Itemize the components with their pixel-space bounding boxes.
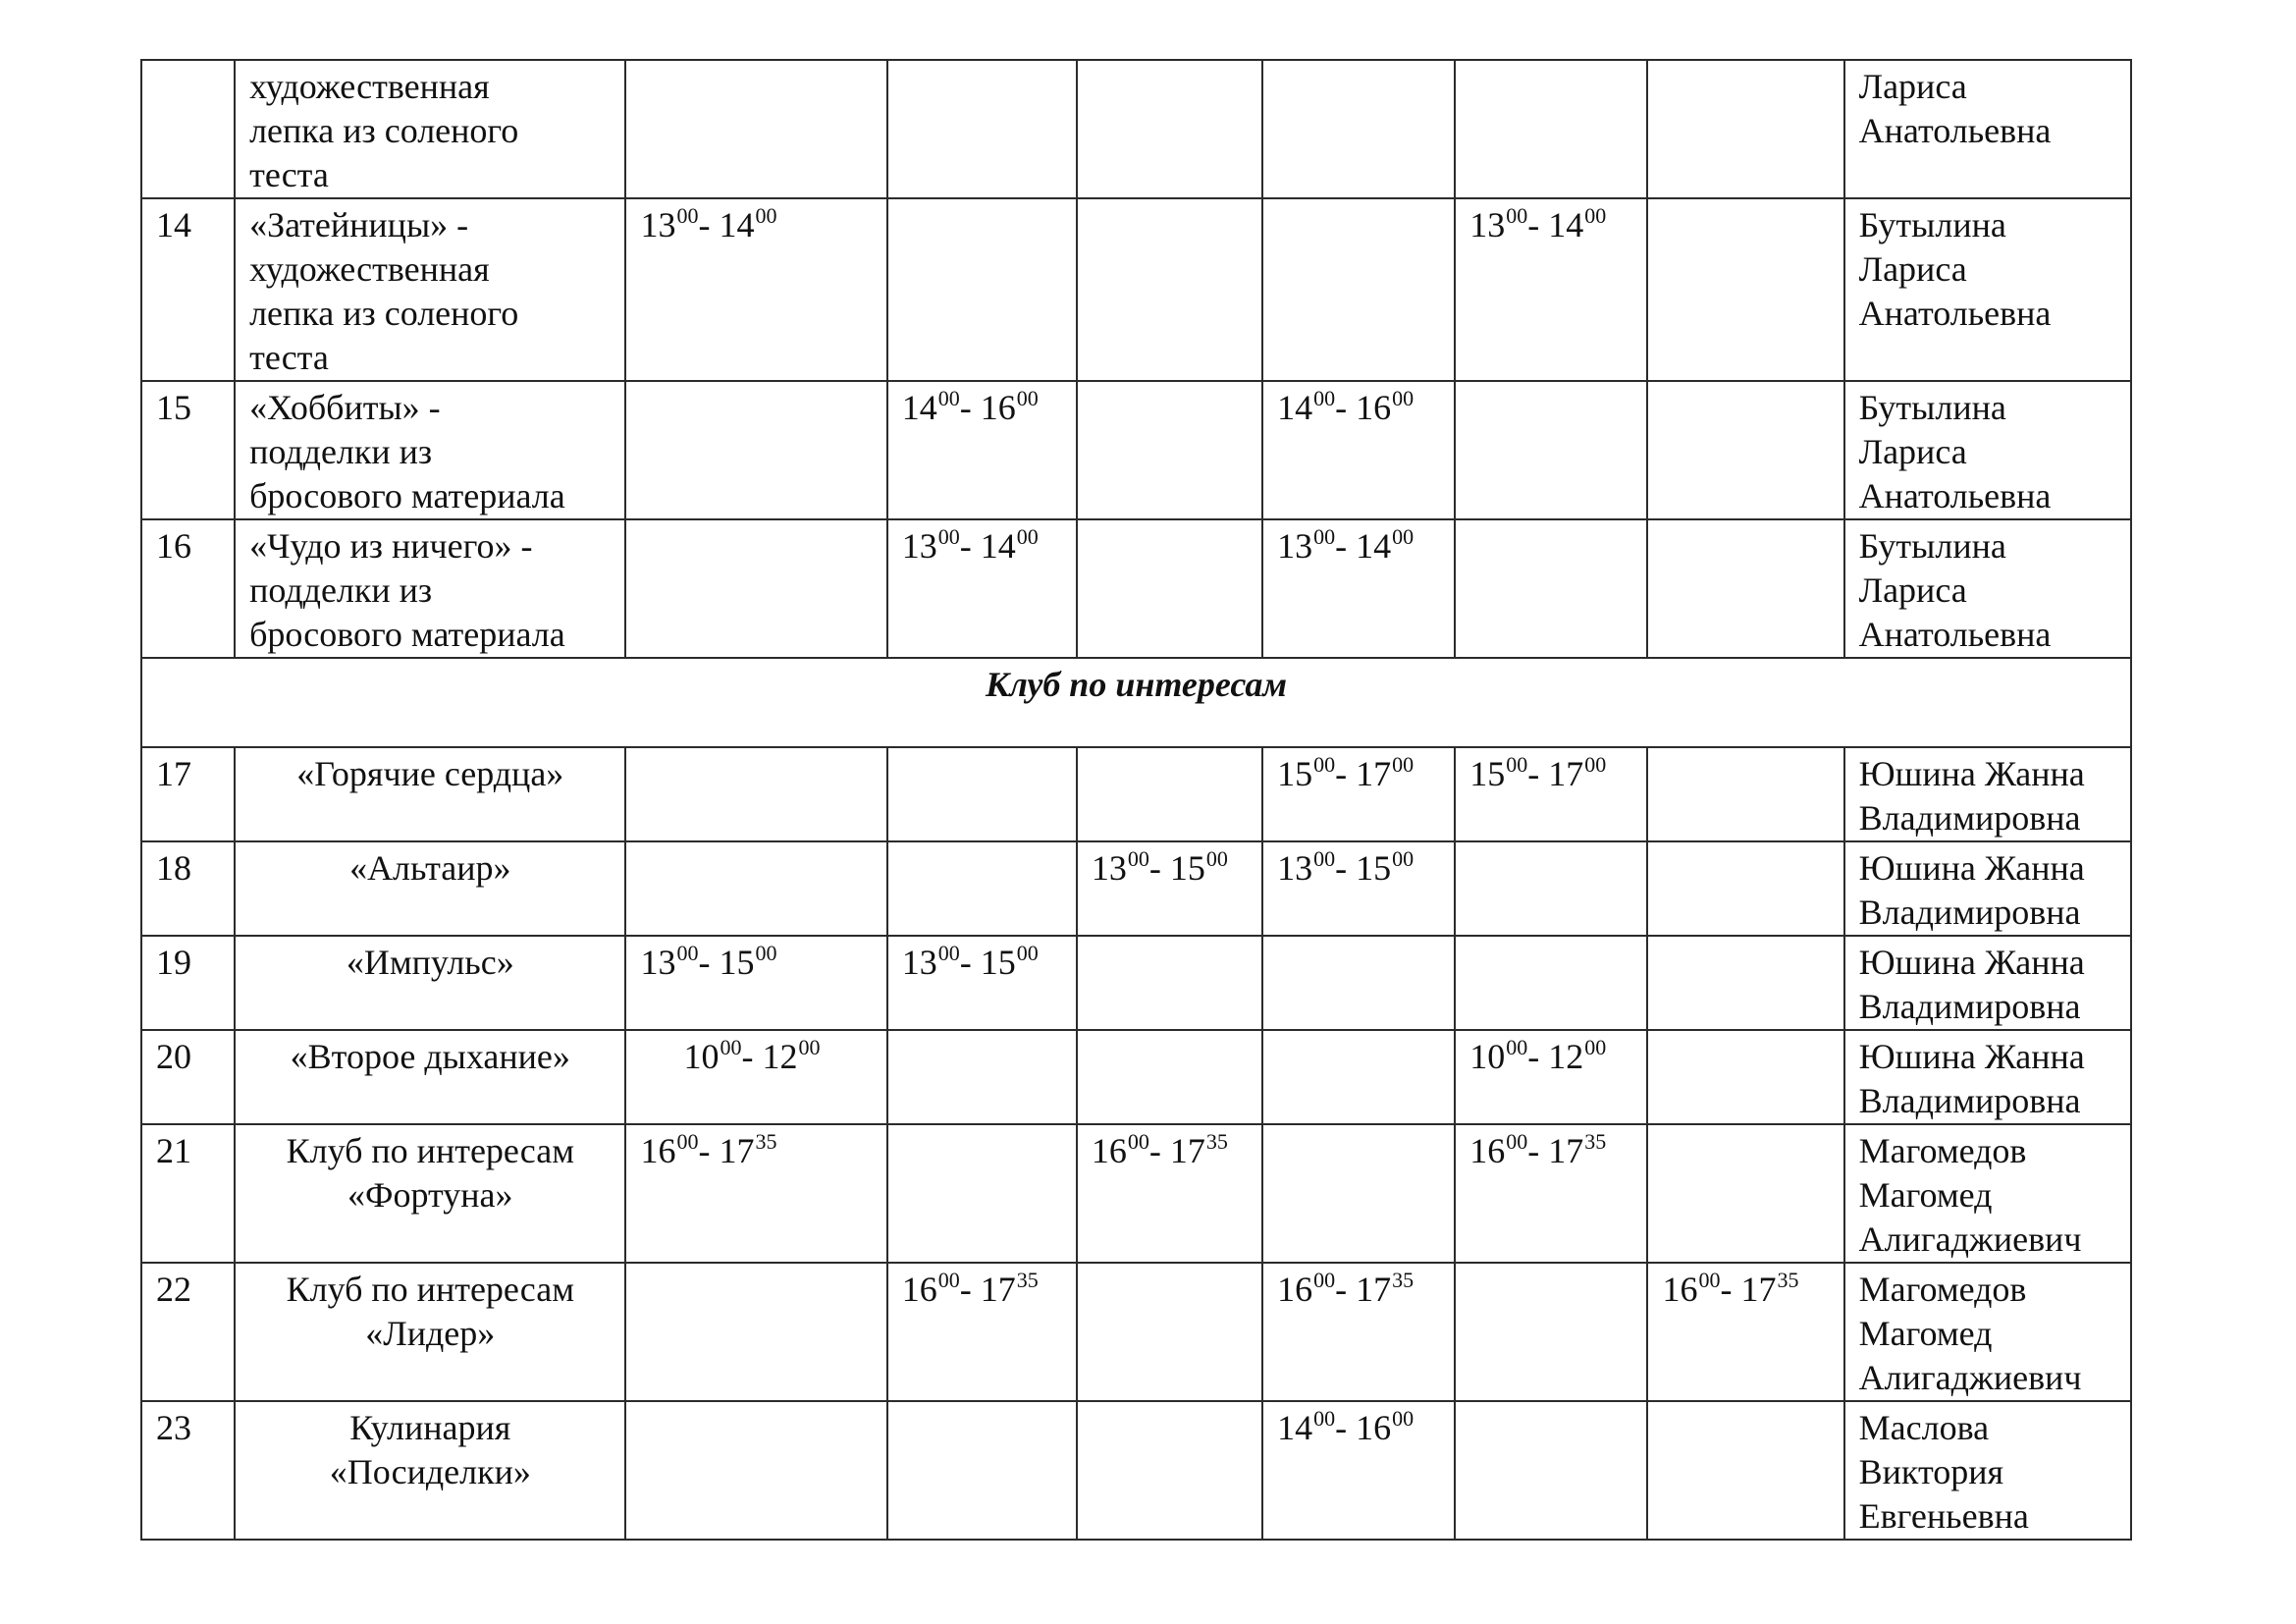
- activity-name: [235, 747, 625, 841]
- start-minutes: 00: [1127, 1129, 1149, 1154]
- end-minutes: 00: [1584, 752, 1607, 777]
- end-hour: 17: [980, 1270, 1016, 1309]
- time-slot-day-1: [625, 936, 886, 1030]
- end-hour: 14: [1548, 205, 1584, 244]
- time-range: [1277, 524, 1440, 572]
- activity-name-line: лепка из соленого: [249, 294, 519, 333]
- range-dash: -: [698, 205, 720, 244]
- time-slot-day-5: [1455, 841, 1647, 936]
- teacher-name-line: Анатольевна: [1858, 294, 2052, 333]
- start-minutes: 00: [1313, 752, 1336, 777]
- start-hour: 13: [1091, 848, 1127, 888]
- time-slot-day-2: [887, 1401, 1077, 1540]
- range-dash: -: [959, 1270, 981, 1309]
- activity-name-line: Клуб по интересам: [286, 1131, 574, 1170]
- end-minutes: 35: [1016, 1268, 1039, 1292]
- table-row: [141, 60, 2131, 198]
- time-slot-day-6: [1647, 747, 1843, 841]
- teacher-name-line: Лариса: [1858, 432, 1967, 471]
- teacher-name-line: Магомед: [1858, 1175, 1993, 1215]
- end-hour: 14: [980, 526, 1016, 566]
- range-dash: -: [1335, 754, 1357, 793]
- teacher-name-line: Магомед: [1858, 1314, 1993, 1353]
- activity-name-line: «Посиделки»: [329, 1452, 531, 1491]
- time-slot-day-2: [887, 60, 1077, 198]
- time-slot-day-2: [887, 198, 1077, 381]
- activity-name: [235, 1124, 625, 1263]
- row-number: 21: [141, 1124, 235, 1263]
- teacher-name-line: Магомедов: [1858, 1270, 2027, 1309]
- end-minutes: 35: [1584, 1129, 1607, 1154]
- start-hour: 16: [1469, 1131, 1506, 1170]
- time-slot-day-6: [1647, 198, 1843, 381]
- time-slot-day-2: [887, 1124, 1077, 1263]
- time-slot-day-3: [1077, 519, 1262, 658]
- start-hour: 13: [640, 943, 676, 982]
- teacher-name-line: Бутылина: [1858, 526, 2006, 566]
- end-hour: 17: [1169, 1131, 1205, 1170]
- range-dash: -: [1148, 1131, 1170, 1170]
- time-range: [902, 1268, 1062, 1316]
- range-dash: -: [1527, 1131, 1549, 1170]
- activity-name: [235, 1030, 625, 1124]
- section-title: Клуб по интересам: [141, 658, 2131, 747]
- row-number: 23: [141, 1401, 235, 1540]
- teacher-name-line: Владимировна: [1858, 987, 2081, 1026]
- start-hour: 16: [1277, 1270, 1313, 1309]
- time-range: [902, 386, 1062, 434]
- activity-name: [235, 841, 625, 936]
- teacher-name: [1844, 60, 2131, 198]
- start-minutes: 00: [1506, 752, 1528, 777]
- time-slot-day-4: [1262, 519, 1455, 658]
- range-dash: -: [698, 943, 720, 982]
- start-minutes: 00: [1313, 386, 1336, 410]
- end-hour: 15: [980, 943, 1016, 982]
- time-slot-day-3: [1077, 1263, 1262, 1401]
- time-slot-day-2: [887, 936, 1077, 1030]
- start-hour: 13: [901, 526, 937, 566]
- end-hour: 16: [1356, 388, 1392, 427]
- time-slot-day-1: [625, 1030, 886, 1124]
- activity-name-line: Кулинария: [349, 1408, 511, 1447]
- teacher-name-line: Анатольевна: [1858, 111, 2052, 150]
- end-minutes: 00: [798, 1035, 821, 1059]
- teacher-name: [1844, 841, 2131, 936]
- time-range: [640, 1129, 872, 1177]
- teacher-name-line: Владимировна: [1858, 798, 2081, 838]
- end-hour: 15: [1169, 848, 1205, 888]
- start-minutes: 00: [937, 1268, 960, 1292]
- time-slot-day-4: [1262, 1124, 1455, 1263]
- time-slot-day-1: [625, 1263, 886, 1401]
- end-minutes: 00: [1016, 941, 1039, 965]
- time-slot-day-4: [1262, 198, 1455, 381]
- teacher-name-line: Владимировна: [1858, 893, 2081, 932]
- range-dash: -: [1720, 1270, 1741, 1309]
- start-minutes: 00: [720, 1035, 742, 1059]
- end-minutes: 35: [1205, 1129, 1228, 1154]
- end-minutes: 00: [1205, 846, 1228, 871]
- start-minutes: 00: [1506, 203, 1528, 228]
- activity-name-line: Клуб по интересам: [286, 1270, 574, 1309]
- time-range: [640, 941, 872, 989]
- activity-name-line: «Затейницы» -: [249, 205, 469, 244]
- start-hour: 16: [901, 1270, 937, 1309]
- start-minutes: 00: [676, 941, 699, 965]
- activity-name-line: подделки из: [249, 570, 433, 610]
- start-hour: 14: [901, 388, 937, 427]
- start-minutes: 00: [1313, 1268, 1336, 1292]
- start-hour: 16: [640, 1131, 676, 1170]
- table-row: [141, 1263, 2131, 1401]
- time-range: [902, 524, 1062, 572]
- time-slot-day-3: [1077, 936, 1262, 1030]
- table-row: [141, 1030, 2131, 1124]
- teacher-name-line: Лариса: [1858, 249, 1967, 289]
- activity-name-line: лепка из соленого: [249, 111, 519, 150]
- range-dash: -: [1335, 1270, 1357, 1309]
- time-slot-day-4: [1262, 936, 1455, 1030]
- teacher-name-line: Юшина Жанна: [1858, 754, 2085, 793]
- table-body-top: [141, 60, 2131, 658]
- time-slot-day-1: [625, 1124, 886, 1263]
- time-slot-day-3: [1077, 841, 1262, 936]
- range-dash: -: [1335, 848, 1357, 888]
- teacher-name: [1844, 747, 2131, 841]
- time-slot-day-5: [1455, 1124, 1647, 1263]
- table-row: [141, 198, 2131, 381]
- teacher-name-line: Юшина Жанна: [1858, 1037, 2085, 1076]
- table-row: [141, 936, 2131, 1030]
- time-slot-day-6: [1647, 841, 1843, 936]
- time-slot-day-3: [1077, 1401, 1262, 1540]
- teacher-name-line: Юшина Жанна: [1858, 943, 2085, 982]
- time-slot-day-3: [1077, 60, 1262, 198]
- teacher-name-line: Лариса: [1858, 67, 1967, 106]
- time-slot-day-6: [1647, 519, 1843, 658]
- start-minutes: 00: [1127, 846, 1149, 871]
- time-slot-day-3: [1077, 198, 1262, 381]
- end-hour: 17: [1356, 1270, 1392, 1309]
- activity-name-line: художественная: [249, 67, 490, 106]
- start-hour: 15: [1469, 754, 1506, 793]
- end-hour: 16: [1356, 1408, 1392, 1447]
- teacher-name: [1844, 1401, 2131, 1540]
- time-slot-day-2: [887, 519, 1077, 658]
- activity-name-line: теста: [249, 338, 329, 377]
- time-slot-day-4: [1262, 1030, 1455, 1124]
- time-range: [902, 941, 1062, 989]
- teacher-name-line: Юшина Жанна: [1858, 848, 2085, 888]
- teacher-name-line: Магомедов: [1858, 1131, 2027, 1170]
- row-number: 20: [141, 1030, 235, 1124]
- time-slot-day-4: [1262, 747, 1455, 841]
- time-slot-day-1: [625, 381, 886, 519]
- time-slot-day-3: [1077, 1030, 1262, 1124]
- range-dash: -: [741, 1037, 763, 1076]
- time-range: [1092, 846, 1248, 894]
- start-hour: 13: [901, 943, 937, 982]
- activity-name: [235, 60, 625, 198]
- start-hour: 10: [1469, 1037, 1506, 1076]
- time-slot-day-5: [1455, 381, 1647, 519]
- start-hour: 14: [1277, 1408, 1313, 1447]
- teacher-name-line: Лариса: [1858, 570, 1967, 610]
- end-minutes: 00: [755, 941, 777, 965]
- time-slot-day-3: [1077, 1124, 1262, 1263]
- activity-name-line: «Импульс»: [346, 943, 514, 982]
- time-slot-day-5: [1455, 747, 1647, 841]
- table-row: [141, 519, 2131, 658]
- start-minutes: 00: [1506, 1035, 1528, 1059]
- end-hour: 17: [719, 1131, 755, 1170]
- time-range: [1469, 1129, 1632, 1177]
- end-hour: 17: [1356, 754, 1392, 793]
- teacher-name: [1844, 936, 2131, 1030]
- end-minutes: 00: [1016, 524, 1039, 549]
- end-minutes: 00: [1392, 1406, 1415, 1431]
- time-range: [1469, 1035, 1632, 1083]
- row-number: 17: [141, 747, 235, 841]
- end-minutes: 35: [755, 1129, 777, 1154]
- teacher-name-line: Виктория: [1858, 1452, 2004, 1491]
- time-slot-day-3: [1077, 747, 1262, 841]
- end-minutes: 00: [1584, 203, 1607, 228]
- end-hour: 12: [762, 1037, 798, 1076]
- time-range: [1277, 386, 1440, 434]
- start-minutes: 00: [937, 386, 960, 410]
- teacher-name-line: Бутылина: [1858, 388, 2006, 427]
- start-minutes: 00: [1698, 1268, 1721, 1292]
- time-slot-day-1: [625, 519, 886, 658]
- section-header-row: [141, 658, 2131, 747]
- teacher-name: [1844, 198, 2131, 381]
- time-slot-day-6: [1647, 1401, 1843, 1540]
- activity-name: [235, 1263, 625, 1401]
- time-slot-day-2: [887, 1263, 1077, 1401]
- time-range: [640, 1035, 872, 1083]
- activity-name: [235, 1401, 625, 1540]
- end-hour: 17: [1548, 754, 1584, 793]
- time-slot-day-5: [1455, 519, 1647, 658]
- time-slot-day-2: [887, 747, 1077, 841]
- row-number: 22: [141, 1263, 235, 1401]
- start-hour: 13: [1469, 205, 1506, 244]
- row-number: [141, 60, 235, 198]
- time-slot-day-4: [1262, 1401, 1455, 1540]
- time-range: [640, 203, 872, 251]
- activity-name-line: теста: [249, 155, 329, 194]
- activity-name-line: «Второе дыхание»: [290, 1037, 570, 1076]
- end-hour: 17: [1740, 1270, 1777, 1309]
- start-minutes: 00: [1313, 524, 1336, 549]
- start-hour: 14: [1277, 388, 1313, 427]
- activity-name: [235, 519, 625, 658]
- row-number: 14: [141, 198, 235, 381]
- table-row: [141, 1124, 2131, 1263]
- start-minutes: 00: [1313, 1406, 1336, 1431]
- range-dash: -: [1527, 205, 1549, 244]
- end-hour: 14: [1356, 526, 1392, 566]
- start-hour: 13: [1277, 526, 1313, 566]
- time-slot-day-1: [625, 1401, 886, 1540]
- teacher-name-line: Евгеньевна: [1858, 1496, 2029, 1536]
- range-dash: -: [1335, 526, 1357, 566]
- table-body-bottom: [141, 747, 2131, 1540]
- row-number: 18: [141, 841, 235, 936]
- row-number: 19: [141, 936, 235, 1030]
- time-slot-day-6: [1647, 381, 1843, 519]
- teacher-name-line: Алигаджиевич: [1858, 1358, 2082, 1397]
- time-slot-day-1: [625, 60, 886, 198]
- start-hour: 10: [683, 1037, 720, 1076]
- start-minutes: 00: [1313, 846, 1336, 871]
- end-minutes: 00: [1016, 386, 1039, 410]
- table-row: [141, 381, 2131, 519]
- time-range: [1469, 203, 1632, 251]
- end-hour: 15: [1356, 848, 1392, 888]
- start-hour: 13: [1277, 848, 1313, 888]
- activity-name-line: «Хоббиты» -: [249, 388, 441, 427]
- time-slot-day-6: [1647, 1124, 1843, 1263]
- time-slot-day-6: [1647, 1263, 1843, 1401]
- teacher-name-line: Владимировна: [1858, 1081, 2081, 1120]
- end-minutes: 00: [1392, 524, 1415, 549]
- section-row-group: [141, 658, 2131, 747]
- time-slot-day-3: [1077, 381, 1262, 519]
- start-hour: 16: [1662, 1270, 1698, 1309]
- time-slot-day-5: [1455, 1263, 1647, 1401]
- time-slot-day-4: [1262, 1263, 1455, 1401]
- time-slot-day-6: [1647, 936, 1843, 1030]
- time-range: [1092, 1129, 1248, 1177]
- range-dash: -: [959, 526, 981, 566]
- end-hour: 16: [980, 388, 1016, 427]
- time-slot-day-2: [887, 381, 1077, 519]
- range-dash: -: [959, 388, 981, 427]
- end-minutes: 00: [1584, 1035, 1607, 1059]
- teacher-name: [1844, 519, 2131, 658]
- time-range: [1277, 752, 1440, 800]
- time-slot-day-5: [1455, 936, 1647, 1030]
- time-slot-day-4: [1262, 841, 1455, 936]
- end-minutes: 00: [1392, 752, 1415, 777]
- range-dash: -: [1335, 388, 1357, 427]
- table-row: [141, 747, 2131, 841]
- time-slot-day-6: [1647, 1030, 1843, 1124]
- activity-name-line: «Лидер»: [365, 1314, 496, 1353]
- activity-name-line: «Чудо из ничего» -: [249, 526, 533, 566]
- time-slot-day-2: [887, 1030, 1077, 1124]
- schedule-table: [140, 59, 2132, 1541]
- end-hour: 14: [719, 205, 755, 244]
- time-slot-day-4: [1262, 381, 1455, 519]
- teacher-name: [1844, 1030, 2131, 1124]
- start-minutes: 00: [937, 524, 960, 549]
- schedule-page: [140, 59, 2132, 1541]
- activity-name-line: бросового материала: [249, 476, 565, 515]
- range-dash: -: [1527, 1037, 1549, 1076]
- activity-name: [235, 198, 625, 381]
- teacher-name-line: Анатольевна: [1858, 615, 2052, 654]
- time-slot-day-5: [1455, 1030, 1647, 1124]
- activity-name-line: художественная: [249, 249, 490, 289]
- start-minutes: 00: [676, 1129, 699, 1154]
- row-number: 16: [141, 519, 235, 658]
- end-minutes: 00: [755, 203, 777, 228]
- time-slot-day-5: [1455, 198, 1647, 381]
- end-minutes: 00: [1392, 386, 1415, 410]
- end-hour: 17: [1548, 1131, 1584, 1170]
- start-hour: 16: [1091, 1131, 1127, 1170]
- time-range: [1277, 846, 1440, 894]
- activity-name-line: бросового материала: [249, 615, 565, 654]
- start-minutes: 00: [676, 203, 699, 228]
- range-dash: -: [1527, 754, 1549, 793]
- range-dash: -: [1335, 1408, 1357, 1447]
- time-slot-day-1: [625, 747, 886, 841]
- activity-name-line: «Фортуна»: [347, 1175, 513, 1215]
- activity-name-line: подделки из: [249, 432, 433, 471]
- table-row: [141, 1401, 2131, 1540]
- start-hour: 13: [640, 205, 676, 244]
- table-row: [141, 841, 2131, 936]
- activity-name: [235, 381, 625, 519]
- range-dash: -: [1148, 848, 1170, 888]
- teacher-name: [1844, 1263, 2131, 1401]
- end-minutes: 35: [1392, 1268, 1415, 1292]
- time-slot-day-1: [625, 841, 886, 936]
- end-hour: 12: [1548, 1037, 1584, 1076]
- row-number: 15: [141, 381, 235, 519]
- activity-name: [235, 936, 625, 1030]
- time-slot-day-1: [625, 198, 886, 381]
- end-minutes: 00: [1392, 846, 1415, 871]
- time-slot-day-4: [1262, 60, 1455, 198]
- time-slot-day-2: [887, 841, 1077, 936]
- teacher-name-line: Маслова: [1858, 1408, 1990, 1447]
- end-hour: 15: [719, 943, 755, 982]
- teacher-name-line: Алигаджиевич: [1858, 1219, 2082, 1259]
- time-range: [1277, 1406, 1440, 1454]
- range-dash: -: [698, 1131, 720, 1170]
- teacher-name: [1844, 1124, 2131, 1263]
- range-dash: -: [959, 943, 981, 982]
- time-range: [1662, 1268, 1829, 1316]
- time-range: [1469, 752, 1632, 800]
- time-slot-day-6: [1647, 60, 1843, 198]
- time-slot-day-5: [1455, 60, 1647, 198]
- start-hour: 15: [1277, 754, 1313, 793]
- teacher-name: [1844, 381, 2131, 519]
- teacher-name-line: Анатольевна: [1858, 476, 2052, 515]
- time-slot-day-5: [1455, 1401, 1647, 1540]
- activity-name-line: «Альтаир»: [349, 848, 511, 888]
- time-range: [1277, 1268, 1440, 1316]
- activity-name-line: «Горячие сердца»: [296, 754, 564, 793]
- teacher-name-line: Бутылина: [1858, 205, 2006, 244]
- end-minutes: 35: [1777, 1268, 1799, 1292]
- start-minutes: 00: [937, 941, 960, 965]
- start-minutes: 00: [1506, 1129, 1528, 1154]
